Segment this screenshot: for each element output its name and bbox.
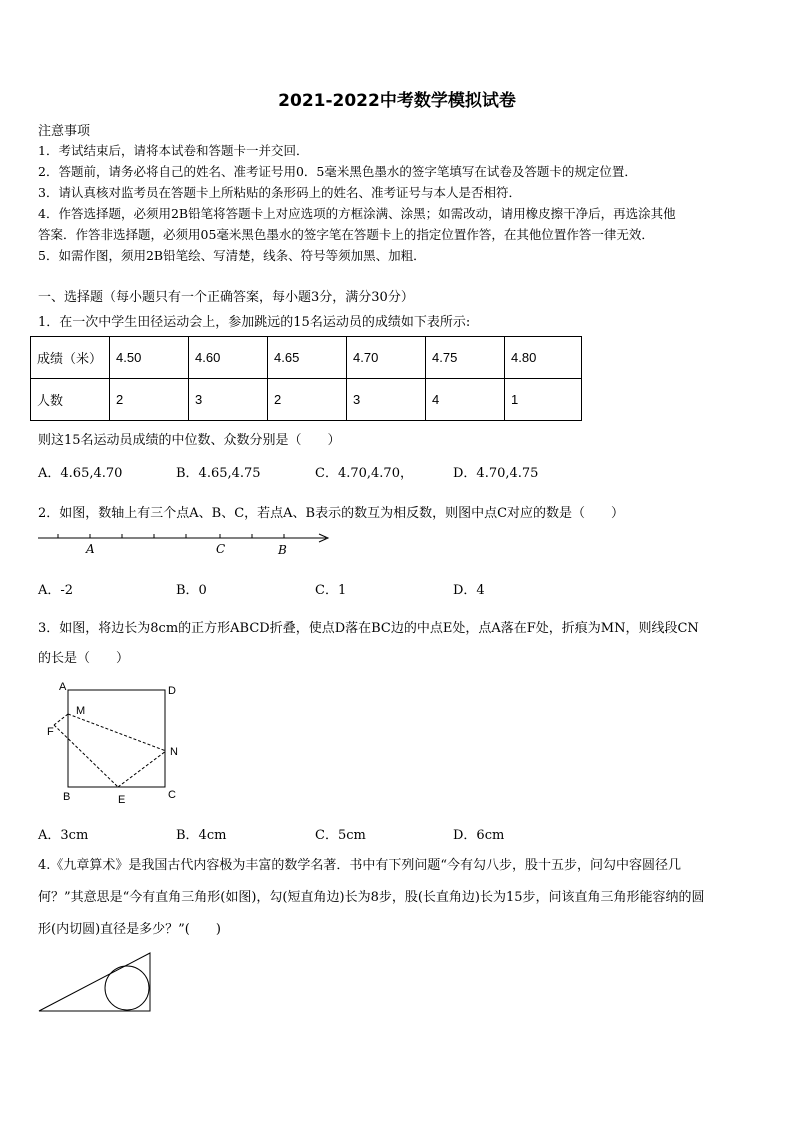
table-cell: 4 bbox=[426, 379, 505, 421]
option-a: A．3cm bbox=[38, 828, 89, 843]
table-cell: 4.70 bbox=[347, 337, 426, 379]
label-f: F bbox=[47, 726, 54, 738]
option-d: D．6cm bbox=[453, 828, 505, 843]
label-a: A bbox=[59, 681, 67, 693]
q4-line3: 形(内切圆)直径是多少？”( ) bbox=[38, 922, 221, 937]
folded-square-figure bbox=[40, 680, 190, 810]
option-c: C．1 bbox=[315, 583, 347, 598]
q4-line1: 4.《九章算术》是我国古代内容极为丰富的数学名著．书中有下列问题“今有勾八步，股十五步，问勾中容圆径几 bbox=[38, 858, 682, 873]
segment-en bbox=[118, 751, 166, 787]
right-triangle bbox=[39, 953, 150, 1011]
table-cell: 1 bbox=[505, 379, 582, 421]
score-table bbox=[30, 336, 582, 421]
q4-line2: 何？”其意思是“今有直角三角形(如图)，勾(短直角边)长为8步，股(长直角边)长为15步，问该直角三角形能容纳的圆 bbox=[38, 890, 705, 905]
q1-question: 则这15名运动员成绩的中位数、众数分别是（ ） bbox=[38, 433, 341, 448]
table-row bbox=[31, 379, 582, 421]
page-title: 2021-2022中考数学模拟试卷 bbox=[278, 91, 516, 111]
label-e: E bbox=[118, 794, 126, 806]
notes-list bbox=[38, 140, 676, 266]
table-cell: 4.75 bbox=[426, 337, 505, 379]
note-item: 5．如需作图，须用2B铅笔绘、写清楚，线条、符号等须加黑、加粗． bbox=[38, 248, 426, 263]
table-cell: 4.60 bbox=[189, 337, 268, 379]
table-cell: 人数 bbox=[31, 379, 110, 421]
option-d: D．4.70,4.75 bbox=[453, 466, 539, 481]
note-item: 4．作答选择题，必须用2B铅笔将答题卡上对应选项的方框涂满、涂黑；如需改动，请用橡皮擦干净后，再选涂其他 bbox=[38, 206, 676, 221]
fold-line-mn bbox=[68, 714, 166, 751]
option-d: D．4 bbox=[453, 583, 485, 598]
segment-fe bbox=[54, 725, 118, 787]
table-cell: 2 bbox=[110, 379, 189, 421]
note-item: 1．考试结束后，请将本试卷和答题卡一并交回． bbox=[38, 143, 309, 158]
q2-stem: 2．如图，数轴上有三个点A、B、C，若点A、B表示的数互为相反数，则图中点C对应的数是（ ） bbox=[38, 506, 625, 521]
label-m: M bbox=[76, 705, 86, 717]
table-cell: 4.50 bbox=[110, 337, 189, 379]
point-a-label: A bbox=[86, 542, 95, 556]
label-b: B bbox=[63, 791, 71, 803]
table-cell: 2 bbox=[268, 379, 347, 421]
table-cell: 3 bbox=[347, 379, 426, 421]
point-c-label: C bbox=[216, 542, 226, 556]
option-b: B．4cm bbox=[176, 828, 227, 843]
number-line-ticks bbox=[58, 534, 284, 538]
inscribed-circle bbox=[105, 966, 149, 1010]
option-b: B．4.65,4.75 bbox=[176, 466, 261, 481]
number-line-figure bbox=[36, 528, 336, 562]
label-d: D bbox=[168, 685, 176, 697]
table-cell: 3 bbox=[189, 379, 268, 421]
table-cell: 成绩（米） bbox=[31, 337, 110, 379]
note-item: 3．请认真核对监考员在答题卡上所粘贴的条形码上的姓名、准考证号与本人是否相符． bbox=[38, 185, 521, 200]
table-cell: 4.65 bbox=[268, 337, 347, 379]
option-a: A．-2 bbox=[38, 583, 74, 598]
q1-stem: 1．在一次中学生田径运动会上，参加跳远的15名运动员的成绩如下表所示: bbox=[38, 315, 471, 330]
option-b: B．0 bbox=[176, 583, 207, 598]
notes-heading: 注意事项 bbox=[38, 124, 91, 139]
option-a: A．4.65,4.70 bbox=[38, 466, 123, 481]
label-c: C bbox=[168, 789, 176, 801]
right-triangle-incircle-figure bbox=[36, 950, 156, 1014]
segment-mf bbox=[54, 714, 68, 725]
label-n: N bbox=[170, 746, 178, 758]
note-item: 答案．作答非选择题，必须用05毫米黑色墨水的签字笔在答题卡上的指定位置作答，在其他位置作答一律无效． bbox=[38, 227, 654, 242]
q3-stem-line1: 3．如图，将边长为8cm的正方形ABCD折叠，使点D落在BC边的中点E处，点A落在F处，折痕为MN，则线段CN bbox=[38, 621, 699, 636]
point-b-label: B bbox=[278, 543, 287, 557]
table-row bbox=[31, 337, 582, 379]
table-cell: 4.80 bbox=[505, 337, 582, 379]
q3-stem-line2: 的长是（ ） bbox=[38, 651, 130, 666]
option-c: C．5cm bbox=[315, 828, 366, 843]
section-heading: 一、选择题（每小题只有一个正确答案，每小题3分，满分30分） bbox=[38, 290, 414, 305]
note-item: 2．答题前，请务必将自己的姓名、准考证号用0．5毫米黑色墨水的签字笔填写在试卷及答题卡的规定位置． bbox=[38, 164, 637, 179]
option-c: C．4.70,4.70， bbox=[315, 466, 413, 481]
